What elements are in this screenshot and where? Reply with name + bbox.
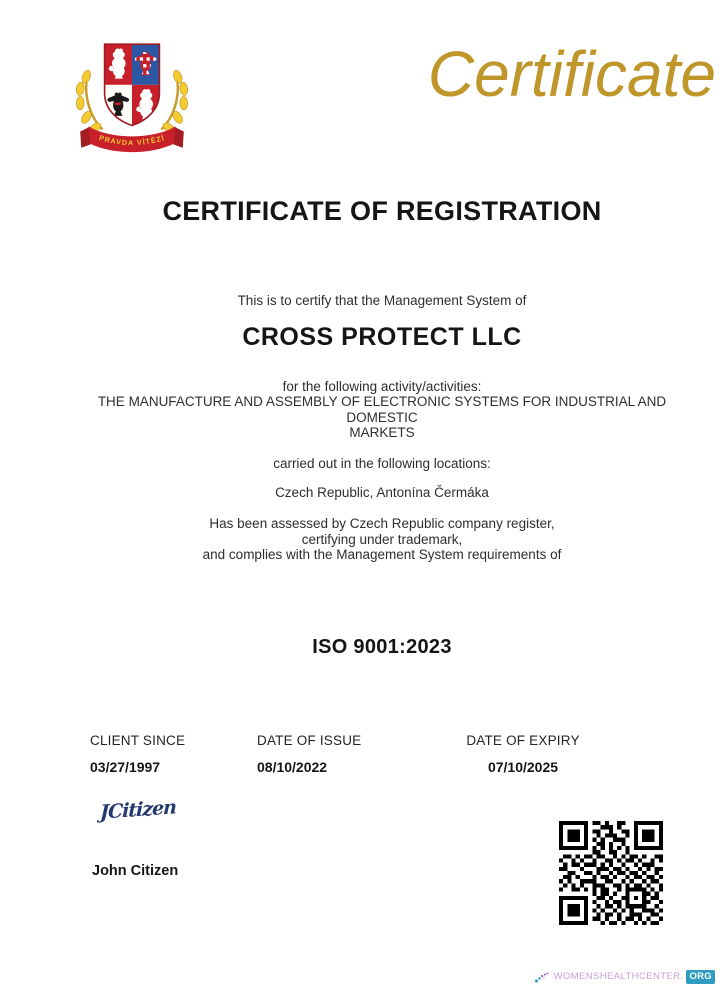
watermark-org-badge: ORG [686, 970, 715, 984]
activity-line-2: DOMESTIC [346, 409, 418, 425]
intro-line: This is to certify that the Management System of [237, 293, 527, 308]
motto-text: PRAVDA VÍTĚZÍ [98, 133, 166, 148]
locations-intro-line: carried out in the following locations: [273, 456, 491, 471]
activity-line-1: THE MANUFACTURE AND ASSEMBLY OF ELECTRONIC SYSTEMS FOR INDUSTRIAL AND [97, 394, 667, 409]
watermark [534, 969, 715, 984]
qr-code [559, 821, 663, 925]
date-of-expiry-label: DATE OF EXPIRY [466, 733, 580, 748]
date-of-expiry-column [448, 733, 598, 775]
signer-name: John Citizen [92, 863, 179, 879]
activity-line-3: MARKETS [349, 425, 415, 440]
activity-intro-line: for the following activity/activities: [282, 379, 482, 394]
linden-branch-right [161, 69, 188, 134]
assessment-line-2: certifying under trademark, [301, 531, 463, 547]
motto-ribbon [80, 126, 184, 152]
assessment-line-1: Has been assessed by Czech Republic company register, [209, 516, 555, 531]
assessment-line-3: and complies with the Management System requirements of [202, 547, 562, 562]
activity-description [44, 394, 720, 441]
date-of-issue-value: 08/10/2022 [257, 759, 328, 775]
watermark-site-text: WOMENSHEALTHCENTER. [553, 971, 684, 982]
certificate-banner-title: Certificate [427, 38, 716, 110]
client-since-column [90, 733, 185, 775]
client-since-value: 03/27/1997 [90, 759, 161, 775]
client-since-label: CLIENT SINCE [90, 733, 186, 748]
location-line: Czech Republic, Antonína Čermáka [275, 485, 489, 500]
signature-handwriting: JCitizen [99, 796, 177, 824]
company-name: CROSS PROTECT LLC [242, 323, 522, 351]
czech-coat-of-arms-icon [66, 30, 198, 160]
date-of-expiry-value: 07/10/2025 [487, 759, 559, 775]
womenshealthcenter-logo-icon [534, 969, 551, 984]
page-title: CERTIFICATE OF REGISTRATION [162, 196, 602, 226]
assessment-statement [44, 516, 720, 563]
iso-standard: ISO 9001:2023 [312, 636, 452, 658]
date-of-issue-column [257, 733, 361, 775]
date-of-issue-label: DATE OF ISSUE [257, 733, 362, 748]
linden-branch-left [75, 69, 102, 134]
